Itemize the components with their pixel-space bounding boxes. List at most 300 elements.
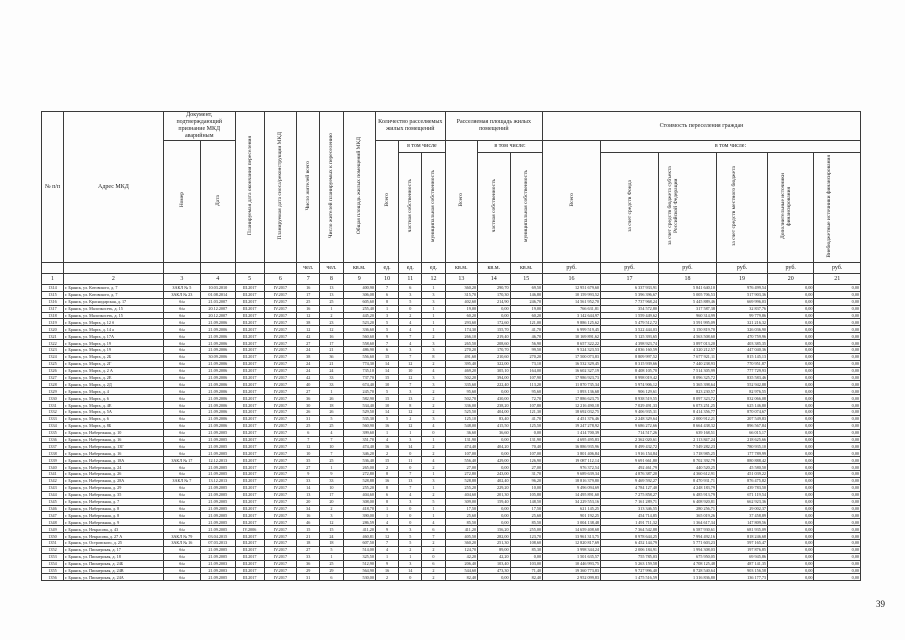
column-number-cell: 17 bbox=[601, 274, 659, 285]
table-cell: 405,50 bbox=[445, 533, 477, 540]
table-cell: 0,00 bbox=[814, 429, 861, 436]
table-cell: 3 bbox=[375, 312, 398, 319]
col-fund-header bbox=[601, 153, 659, 263]
doc-group-header bbox=[163, 112, 235, 141]
units-row bbox=[42, 263, 861, 274]
table-cell: 0 bbox=[422, 553, 445, 560]
table-cell: б/н bbox=[163, 498, 200, 505]
table-cell: 0,00 bbox=[814, 436, 861, 443]
table-cell: б/н bbox=[163, 546, 200, 553]
table-cell: 14 bbox=[399, 443, 422, 450]
table-cell: 0,00 bbox=[814, 326, 861, 333]
table-cell: г. Брянск, ул. Марта, д. 2Д bbox=[64, 381, 164, 388]
unit-cell: руб. bbox=[716, 263, 767, 274]
table-cell: 313 346,55 bbox=[601, 505, 659, 512]
table-cell: IV.2017 bbox=[264, 374, 296, 381]
table-cell: 56,90 bbox=[510, 340, 543, 347]
table-cell: 514,00 bbox=[343, 546, 375, 553]
table-row bbox=[42, 409, 861, 416]
table-cell: 4 bbox=[422, 422, 445, 429]
table-cell: 0 bbox=[399, 519, 422, 526]
table-cell: 45 580,50 bbox=[716, 464, 767, 471]
table-cell: IV.2017 bbox=[264, 505, 296, 512]
doc-number-label: Номер bbox=[178, 192, 185, 208]
table-cell: 1 414 700,39 bbox=[543, 429, 601, 436]
table-cell: III.2017 bbox=[235, 415, 264, 422]
table-cell: 12 bbox=[320, 326, 343, 333]
table-cell: 0 bbox=[399, 305, 422, 312]
unit-cell: ед. bbox=[375, 263, 398, 274]
table-cell: III.2017 bbox=[235, 498, 264, 505]
table-cell: 835 583,46 bbox=[716, 374, 767, 381]
table-cell: IV.2017 bbox=[264, 347, 296, 354]
table-cell: 33 bbox=[320, 477, 343, 484]
demolition-label: Планируемая дата сноса/реконструкции МКД bbox=[277, 131, 284, 240]
table-cell: 560,60 bbox=[343, 333, 375, 340]
table-cell: 0 bbox=[422, 429, 445, 436]
table-cell: 21.09.2006 bbox=[200, 381, 235, 388]
table-cell: IV.2017 bbox=[264, 457, 296, 464]
table-cell: 286,59 bbox=[343, 519, 375, 526]
table-cell: б/н bbox=[163, 471, 200, 478]
table-cell: 21.09.2005 bbox=[200, 498, 235, 505]
column-number-cell: 13 bbox=[445, 274, 477, 285]
table-cell: 32 837,76 bbox=[716, 305, 767, 312]
table-cell: 31 bbox=[297, 574, 320, 581]
table-cell: 19 087 112,14 bbox=[543, 457, 601, 464]
table-cell: 3 bbox=[422, 347, 445, 354]
table-cell: 0,00 bbox=[814, 333, 861, 340]
unit-cell: руб. bbox=[543, 263, 601, 274]
table-cell: 5 125 393,65 bbox=[601, 333, 659, 340]
table-cell: 11 bbox=[399, 457, 422, 464]
table-cell: III.2017 bbox=[235, 333, 264, 340]
table-cell: 272,80 bbox=[445, 471, 477, 478]
table-cell: IV.2017 bbox=[264, 360, 296, 367]
residents-planned-label: Число жителей планируемых к переселению bbox=[328, 133, 335, 238]
table-row bbox=[42, 533, 861, 540]
table-cell: III.2017 bbox=[235, 429, 264, 436]
table-cell: 0,00 bbox=[510, 429, 543, 436]
table-cell: 1 bbox=[375, 429, 398, 436]
table-cell: 25 bbox=[320, 457, 343, 464]
table-cell: 2 113 847,24 bbox=[659, 436, 717, 443]
table-cell: 07.03.2013 bbox=[200, 539, 235, 546]
table-cell: 15 bbox=[375, 457, 398, 464]
table-cell: 21.09.2006 bbox=[200, 367, 235, 374]
table-cell: 0,00 bbox=[478, 519, 510, 526]
table-cell: 36,60 bbox=[445, 429, 477, 436]
table-cell: 0,00 bbox=[814, 574, 861, 581]
table-cell: 669 996,03 bbox=[716, 298, 767, 305]
table-cell: г. Брянск, ул. Набережная, д. 18А bbox=[64, 457, 164, 464]
table-cell: 9 bbox=[375, 560, 398, 567]
table-row bbox=[42, 374, 861, 381]
count-group-header bbox=[375, 112, 445, 141]
table-cell: 0,00 bbox=[478, 450, 510, 457]
table-cell: 8 702 392,79 bbox=[659, 457, 717, 464]
table-row bbox=[42, 340, 861, 347]
table-cell: б/н bbox=[163, 298, 200, 305]
table-cell: 3 bbox=[422, 340, 445, 347]
table-cell: 20 bbox=[320, 498, 343, 505]
table-cell: 21.09.2006 bbox=[200, 422, 235, 429]
table-row bbox=[42, 457, 861, 464]
table-cell: 0,00 bbox=[814, 305, 861, 312]
table-cell: 901 192,25 bbox=[543, 512, 601, 519]
table-cell: III.2017 bbox=[235, 291, 264, 298]
table-cell: 0,00 bbox=[814, 498, 861, 505]
table-cell: IV.2017 bbox=[264, 402, 296, 409]
table-cell: 0,00 bbox=[768, 353, 814, 360]
table-cell: 03.04.2015 bbox=[200, 533, 235, 540]
table-cell: 21.09.2006 bbox=[200, 415, 235, 422]
table-row bbox=[42, 285, 861, 292]
table-cell: г. Брянск, ул. Набережная, д. 35 bbox=[64, 491, 164, 498]
table-cell: 265,50 bbox=[445, 340, 477, 347]
table-cell: ЗАКЛ № 7 bbox=[163, 477, 200, 484]
table-cell: 270,20 bbox=[445, 347, 477, 354]
table-cell: г. Брянск, ул. Пионерская, д. 24Б bbox=[64, 560, 164, 567]
table-cell: б/н bbox=[163, 326, 200, 333]
table-cell: III.2017 bbox=[235, 477, 264, 484]
table-cell: 454 714,85 bbox=[601, 512, 659, 519]
table-cell: 662 923,36 bbox=[716, 498, 767, 505]
table-cell: IV.2017 bbox=[264, 484, 296, 491]
table-cell: 214,90 bbox=[478, 298, 510, 305]
count-including-header: в том числе bbox=[399, 141, 445, 153]
table-cell: ЗАКЛ № 23 bbox=[163, 291, 200, 298]
table-cell: 0,00 bbox=[814, 353, 861, 360]
table-cell: 131,90 bbox=[445, 436, 477, 443]
table-cell: б/н bbox=[163, 574, 200, 581]
table-cell: г. Брянск, ул. Набережная, д. 8 bbox=[64, 505, 164, 512]
table-cell: 354 572,80 bbox=[601, 305, 659, 312]
table-cell: 1324 bbox=[42, 353, 64, 360]
table-cell: 30 bbox=[297, 402, 320, 409]
table-cell: 33 bbox=[297, 553, 320, 560]
table-cell: г. Брянск, ул. Марта, д. 14 а bbox=[64, 326, 164, 333]
table-cell: 20 bbox=[297, 498, 320, 505]
table-cell: 1343 bbox=[42, 484, 64, 491]
table-cell: 3 bbox=[399, 498, 422, 505]
table-cell: 27 bbox=[297, 340, 320, 347]
table-cell: III.2017 bbox=[235, 546, 264, 553]
table-cell: 10.03.2010 bbox=[200, 285, 235, 292]
table-cell: III.2017 bbox=[235, 367, 264, 374]
table-cell: 0,00 bbox=[814, 539, 861, 546]
table-row bbox=[42, 519, 861, 526]
table-cell: IV.2006 bbox=[235, 526, 264, 533]
table-cell: 0,00 bbox=[768, 464, 814, 471]
table-cell: 7 bbox=[320, 436, 343, 443]
table-cell: 177 789,99 bbox=[716, 450, 767, 457]
table-cell: IV.2017 bbox=[264, 491, 296, 498]
table-cell: г. Брянск, ул. Набережная, д. 16 bbox=[64, 450, 164, 457]
table-cell: 24 bbox=[297, 367, 320, 374]
table-cell: 16 602 327,19 bbox=[543, 367, 601, 374]
table-cell: 21.09.2005 bbox=[200, 491, 235, 498]
table-cell: 335,60 bbox=[445, 381, 477, 388]
table-cell: 0,00 bbox=[814, 388, 861, 395]
col-residents-header bbox=[297, 112, 320, 263]
table-row bbox=[42, 291, 861, 298]
table-cell: 8 470 931,71 bbox=[659, 477, 717, 484]
table-cell: 31 bbox=[297, 415, 320, 422]
col-offbudget-header bbox=[814, 153, 861, 263]
table-cell: 85,30 bbox=[510, 546, 543, 553]
table-cell: 7 275 858,27 bbox=[601, 491, 659, 498]
table-cell: 0,00 bbox=[814, 512, 861, 519]
table-cell: 1 bbox=[375, 305, 398, 312]
col-local-header bbox=[716, 153, 767, 263]
table-cell: 172,60 bbox=[478, 319, 510, 326]
table-cell: 755 785,03 bbox=[601, 553, 659, 560]
table-cell: 17 986 923,73 bbox=[543, 374, 601, 381]
table-cell: 5 bbox=[320, 546, 343, 553]
table-cell: 439 783,50 bbox=[716, 484, 767, 491]
table-cell: 9 886 125,62 bbox=[543, 319, 601, 326]
table-cell: 207 549,83 bbox=[716, 415, 767, 422]
table-cell: г. Брянск, ул. Марта, д. 4 bbox=[64, 388, 164, 395]
table-cell: 429,00 bbox=[478, 457, 510, 464]
table-cell: 1340 bbox=[42, 464, 64, 471]
table-cell: 525,50 bbox=[445, 409, 477, 416]
table-cell: 8 998 019,42 bbox=[601, 374, 659, 381]
table-cell: 1 bbox=[320, 388, 343, 395]
table-row bbox=[42, 443, 861, 450]
table-cell: III.2017 bbox=[235, 464, 264, 471]
table-cell: 0,00 bbox=[814, 533, 861, 540]
table-cell: 7 bbox=[297, 436, 320, 443]
table-cell: III.2017 bbox=[235, 409, 264, 416]
unit-cell: руб. bbox=[814, 263, 861, 274]
table-cell: 0,00 bbox=[814, 291, 861, 298]
table-cell: 21.09.2006 bbox=[200, 360, 235, 367]
table-cell: 411,20 bbox=[445, 526, 477, 533]
column-number-cell: 9 bbox=[343, 274, 375, 285]
table-cell: 346,20 bbox=[343, 450, 375, 457]
table-cell: III.2017 bbox=[235, 471, 264, 478]
table-cell: 99 779,86 bbox=[716, 312, 767, 319]
table-cell: 33 bbox=[320, 381, 343, 388]
table-cell: 170,30 bbox=[478, 291, 510, 298]
table-cell: 1 718 985,25 bbox=[659, 450, 717, 457]
table-cell: 7 029 491,33 bbox=[601, 402, 659, 409]
table-cell: 517 903,36 bbox=[716, 291, 767, 298]
table-cell: 5 445 889,46 bbox=[659, 298, 717, 305]
table-row bbox=[42, 367, 861, 374]
table-cell: 0,00 bbox=[814, 298, 861, 305]
unit-cell: руб. bbox=[601, 263, 659, 274]
col-area-total-header bbox=[445, 141, 477, 263]
table-cell: 174,30 bbox=[445, 326, 477, 333]
table-cell: 18 bbox=[297, 539, 320, 546]
table-cell: 219,40 bbox=[478, 333, 510, 340]
table-cell: 326 036,90 bbox=[716, 326, 767, 333]
table-row bbox=[42, 422, 861, 429]
table-cell: 21.09.2006 bbox=[200, 326, 235, 333]
table-cell: 0,00 bbox=[814, 519, 861, 526]
table-cell: 107,80 bbox=[510, 402, 543, 409]
table-cell: 766 631,81 bbox=[543, 305, 601, 312]
table-cell: 46,70 bbox=[510, 333, 543, 340]
table-cell: 1 bbox=[399, 553, 422, 560]
table-cell: 15 bbox=[375, 374, 398, 381]
table-cell: 322,00 bbox=[478, 360, 510, 367]
table-cell: 536,40 bbox=[343, 457, 375, 464]
table-cell: III.2017 bbox=[235, 567, 264, 574]
table-cell: 0,00 bbox=[478, 436, 510, 443]
table-cell: IV.2017 bbox=[264, 477, 296, 484]
table-cell: 0,00 bbox=[768, 360, 814, 367]
table-cell: 1341 bbox=[42, 471, 64, 478]
table-cell: 3 bbox=[399, 291, 422, 298]
table-cell: 7 bbox=[399, 381, 422, 388]
table-cell: 12 bbox=[399, 374, 422, 381]
table-row bbox=[42, 353, 861, 360]
table-cell: б/н bbox=[163, 484, 200, 491]
column-number-cell: 11 bbox=[399, 274, 422, 285]
table-cell: 27 bbox=[297, 388, 320, 395]
table-cell: 14 659 408,68 bbox=[543, 526, 601, 533]
table-cell: 19 247 278,92 bbox=[543, 422, 601, 429]
table-cell: 10 bbox=[399, 367, 422, 374]
table-cell: 2 952 099,83 bbox=[543, 574, 601, 581]
table-cell: 8 499 432,72 bbox=[601, 443, 659, 450]
table-cell: 21.09.2005 bbox=[200, 464, 235, 471]
table-cell: 451 039,22 bbox=[716, 471, 767, 478]
table-cell: 1330 bbox=[42, 395, 64, 402]
table-cell: III.2017 bbox=[235, 402, 264, 409]
table-cell: 0,00 bbox=[814, 471, 861, 478]
table-cell: 440 520,25 bbox=[659, 464, 717, 471]
table-cell: 5 bbox=[375, 388, 398, 395]
table-cell: 20.12.2007 bbox=[200, 312, 235, 319]
table-cell: ЗАКЛ № 5 bbox=[163, 285, 200, 292]
table-cell: 7 994 492,16 bbox=[659, 533, 717, 540]
table-cell: 306,08 bbox=[343, 291, 375, 298]
unit-cell: чел. bbox=[320, 263, 343, 274]
table-cell: 6 408 920,81 bbox=[659, 498, 717, 505]
table-cell: 21.09.2006 bbox=[200, 409, 235, 416]
table-cell: 245,70 bbox=[343, 388, 375, 395]
table-cell: 17 886 623,75 bbox=[543, 395, 601, 402]
table-cell: 17 bbox=[320, 491, 343, 498]
unit-cell: ед. bbox=[422, 263, 445, 274]
table-cell: 460,81 bbox=[343, 533, 375, 540]
table-cell: 255,20 bbox=[445, 484, 477, 491]
unit-cell-blank bbox=[235, 263, 264, 274]
table-cell: 2 bbox=[422, 539, 445, 546]
table-cell: 5 479 512,72 bbox=[601, 319, 659, 326]
table-cell: 7 440 238,93 bbox=[659, 360, 717, 367]
doc-date-label: Дата bbox=[214, 194, 221, 206]
table-cell: 1332 bbox=[42, 409, 64, 416]
table-cell: 95,60 bbox=[445, 388, 477, 395]
table-cell: 0,00 bbox=[814, 367, 861, 374]
table-cell: б/н bbox=[163, 409, 200, 416]
table-cell: 0 bbox=[399, 574, 422, 581]
table-cell: 38 bbox=[297, 353, 320, 360]
table-cell: 3 591 995,09 bbox=[659, 319, 717, 326]
table-cell: 960 314,99 bbox=[659, 312, 717, 319]
table-cell: III.2017 bbox=[235, 340, 264, 347]
table-cell: 1318 bbox=[42, 312, 64, 319]
table-cell: 2 bbox=[320, 312, 343, 319]
table-cell: 2 bbox=[375, 574, 398, 581]
table-cell: 1326 bbox=[42, 367, 64, 374]
table-cell: 21.09.2005 bbox=[200, 436, 235, 443]
table-cell: 18 bbox=[320, 539, 343, 546]
table-cell: III.2017 bbox=[235, 326, 264, 333]
table-cell: 7 549 282,23 bbox=[659, 443, 717, 450]
table-cell: 399,60 bbox=[343, 429, 375, 436]
table-cell: 3 bbox=[422, 291, 445, 298]
table-cell: 156,20 bbox=[478, 526, 510, 533]
table-cell: IV.2017 bbox=[264, 367, 296, 374]
table-cell: 1314 bbox=[42, 285, 64, 292]
table-cell: 3 bbox=[399, 526, 422, 533]
table-cell: 6 bbox=[422, 526, 445, 533]
table-cell: 5 bbox=[375, 326, 398, 333]
table-cell: 16 bbox=[297, 512, 320, 519]
table-cell: б/н bbox=[163, 402, 200, 409]
table-cell: б/н bbox=[163, 567, 200, 574]
table-cell: 8 809 997,52 bbox=[601, 353, 659, 360]
table-cell: г. Брянск, ул. Марта, д. 19 bbox=[64, 340, 164, 347]
col-cost-total-header bbox=[543, 141, 601, 263]
table-cell: 1322 bbox=[42, 340, 64, 347]
table-cell: 34 bbox=[297, 505, 320, 512]
table-cell: 0,00 bbox=[814, 381, 861, 388]
table-cell: 823 230,57 bbox=[659, 388, 717, 395]
table-cell: ЗАКЛ № 17 bbox=[163, 457, 200, 464]
column-number-cell: 21 bbox=[814, 274, 861, 285]
table-row bbox=[42, 491, 861, 498]
table-cell: 14 bbox=[297, 484, 320, 491]
table-cell: 1316 bbox=[42, 298, 64, 305]
table-cell: 639 168,51 bbox=[659, 429, 717, 436]
table-cell: III.2017 bbox=[235, 285, 264, 292]
table-cell: 6 bbox=[399, 285, 422, 292]
table-cell: 5 365 398,64 bbox=[659, 381, 717, 388]
table-cell: 474,40 bbox=[445, 443, 477, 450]
table-cell: 8 657 322,22 bbox=[543, 340, 601, 347]
col-area-municipal-header bbox=[510, 153, 543, 263]
table-cell: б/н bbox=[163, 450, 200, 457]
table-cell: 10 bbox=[375, 402, 398, 409]
table-cell: IV.2017 bbox=[264, 333, 296, 340]
table-cell: 3 bbox=[422, 477, 445, 484]
table-cell: 0,00 bbox=[768, 429, 814, 436]
table-cell: 4 708 125,48 bbox=[659, 560, 717, 567]
table-cell: 5 bbox=[375, 319, 398, 326]
col-count-total-header bbox=[375, 141, 398, 263]
table-cell: 12 820 817,69 bbox=[543, 539, 601, 546]
table-cell: 21.09.2005 bbox=[200, 553, 235, 560]
table-cell: б/н bbox=[163, 429, 200, 436]
col-doc-number-header bbox=[163, 141, 200, 263]
table-cell: 16 bbox=[297, 305, 320, 312]
table-cell: 27 bbox=[297, 464, 320, 471]
table-cell: 0,00 bbox=[478, 388, 510, 395]
table-cell: 280 256,71 bbox=[659, 505, 717, 512]
table-cell: 1352 bbox=[42, 546, 64, 553]
table-cell: 0,00 bbox=[814, 395, 861, 402]
table-cell: б/н bbox=[163, 340, 200, 347]
table-cell: 2 bbox=[422, 402, 445, 409]
